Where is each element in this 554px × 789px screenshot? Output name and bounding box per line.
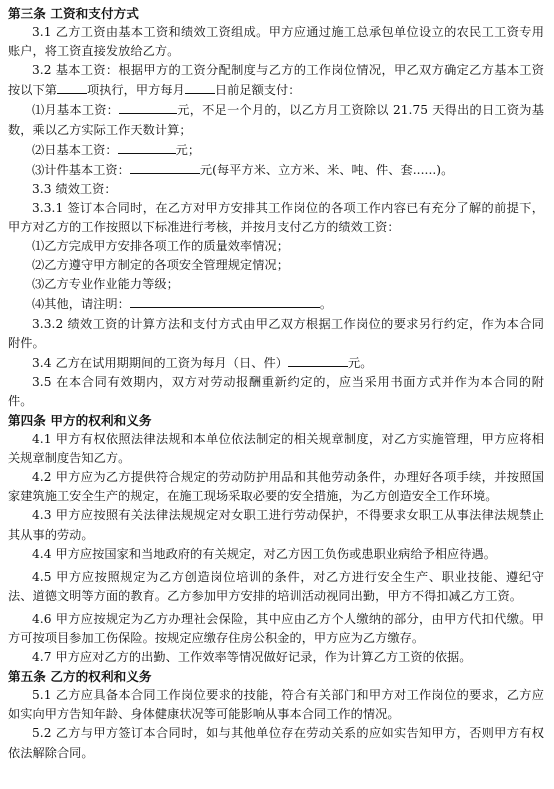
clause-5-2: 5.2 乙方与甲方签订本合同时，如与其他单位存在劳动关系的应如实告知甲方，否则甲方有权依法解除合同。 <box>8 726 544 760</box>
clause-3-2-text-c: 日前足额支付： <box>214 83 301 98</box>
clause-4-5: 4.5 甲方应按照规定为乙方创造岗位培训的条件，对乙方进行安全生产、职业技能、遵纪守法、道德文明等方面的教育。乙方参加甲方安排的培训活动视同出勤，甲方不得扣减乙方工资。 <box>8 569 544 603</box>
clause-4-1: 4.1 甲方有权依照法律法规和本单位依法制定的相关规章制度，对乙方实施管理，甲方应将相关规章制度告知乙方。 <box>8 432 544 466</box>
blank-probation-wage <box>288 353 348 367</box>
clause-3-1: 3.1 乙方工资由基本工资和绩效工资组成。甲方应通过施工总承包单位设立的农民工工资专用账户，将工资直接发放给乙方。 <box>8 25 544 59</box>
section-3-heading: 第三条 工资和支付方式 <box>8 6 139 21</box>
monthly-wage-text: 元，不足一个月的，以乙方月工资除以 21.75 天得出的日工资为基数，乘以乙方实际工作天数计算； <box>8 103 544 137</box>
blank-other-criteria <box>130 294 320 308</box>
probation-wage-label: 3.4 乙方在试用期期间的工资为每月（日、件） <box>32 355 288 370</box>
piece-wage-label: ⑶计件基本工资： <box>32 162 130 177</box>
blank-pay-day <box>185 80 215 94</box>
clause-3-3: 3.3 绩效工资： <box>32 181 117 196</box>
criterion-4-label: ⑷其他，请注明： <box>32 297 130 312</box>
criterion-2: ⑵乙方遵守甲方制定的各项安全管理规定情况； <box>32 258 289 273</box>
clause-3-5: 3.5 在本合同有效期内，双方对劳动报酬重新约定的，应当采用书面方式并作为本合同的附件。 <box>8 374 544 408</box>
blank-piece-wage <box>130 160 200 174</box>
daily-wage-text: 元； <box>175 142 201 157</box>
clause-3-2-1 <box>8 100 544 139</box>
section-4-heading: 第四条 甲方的权利和义务 <box>8 412 152 428</box>
clause-3-2-text-b: 项执行，甲方每月 <box>86 83 185 98</box>
clause-3-4 <box>8 353 544 373</box>
clause-4-6: 4.6 甲方应按规定为乙方办理社会保险，其中应由乙方个人缴纳的部分，由甲方代扣代缴。甲方可按项目参加工伤保险。按规定应缴存住房公积金的，甲方应为乙方缴存。 <box>8 611 544 645</box>
clause-3-2-2 <box>8 140 544 160</box>
criterion-3: ⑶乙方专业作业能力等级； <box>32 277 179 292</box>
clause-3-3-1: 3.3.1 签订本合同时，在乙方对甲方安排其工作岗位的各项工作内容已有充分了解的前提下，甲方对乙方的工作按照以下标准进行考核，并按月支付乙方的绩效工资： <box>8 200 544 235</box>
criterion-1: ⑴乙方完成甲方安排各项工作的质量效率情况； <box>32 239 289 254</box>
piece-wage-text: 元(每平方米、立方米、米、吨、件、套......)。 <box>199 162 454 177</box>
clause-3-2 <box>8 61 544 100</box>
clause-4-2: 4.2 甲方应为乙方提供符合规定的劳动防护用品和其他劳动条件，办理好各项手续，并按照国家建筑施工安全生产的规定，在施工现场采取必要的安全措施，为乙方创造安全工作环境。 <box>8 470 544 504</box>
criterion-4-end: 。 <box>319 297 333 312</box>
clause-3-2-text-a: 3.2 基本工资：根据甲方的工资分配制度与乙方的工作岗位情况，甲乙双方确定乙方基本工资按以下第 <box>8 63 544 98</box>
clause-4-4: 4.4 甲方应按国家和当地政府的有关规定，对乙方因工负伤或患职业病给予相应待遇。 <box>32 546 497 561</box>
blank-daily-wage <box>118 140 176 154</box>
clause-4-3: 4.3 甲方应按照有关法律法规规定对女职工进行劳动保护，不得要求女职工从事法律法规禁止其从事的劳动。 <box>8 508 544 542</box>
monthly-wage-label: ⑴月基本工资： <box>32 103 120 118</box>
daily-wage-label: ⑵日基本工资： <box>32 142 118 157</box>
clause-3-3-2: 3.3.2 绩效工资的计算方法和支付方式由甲乙双方根据工作岗位的要求另行约定，作为本合同附件。 <box>8 316 544 350</box>
clause-5-1: 5.1 乙方应具备本合同工作岗位要求的技能，符合有关部门和甲方对工作岗位的要求，乙方应如实向甲方告知年龄、身体健康状况等可能影响从事本合同工作的情况。 <box>8 688 544 722</box>
section-5-heading: 第五条 乙方的权利和义务 <box>8 669 152 685</box>
criterion-4 <box>8 294 544 314</box>
blank-item-number <box>57 80 87 94</box>
clause-4-7: 4.7 甲方应对乙方的出勤、工作效率等情况做好记录，作为计算乙方工资的依据。 <box>32 650 472 665</box>
clause-3-2-3 <box>8 160 544 180</box>
blank-monthly-wage <box>119 100 177 114</box>
probation-wage-text: 元。 <box>347 355 373 370</box>
